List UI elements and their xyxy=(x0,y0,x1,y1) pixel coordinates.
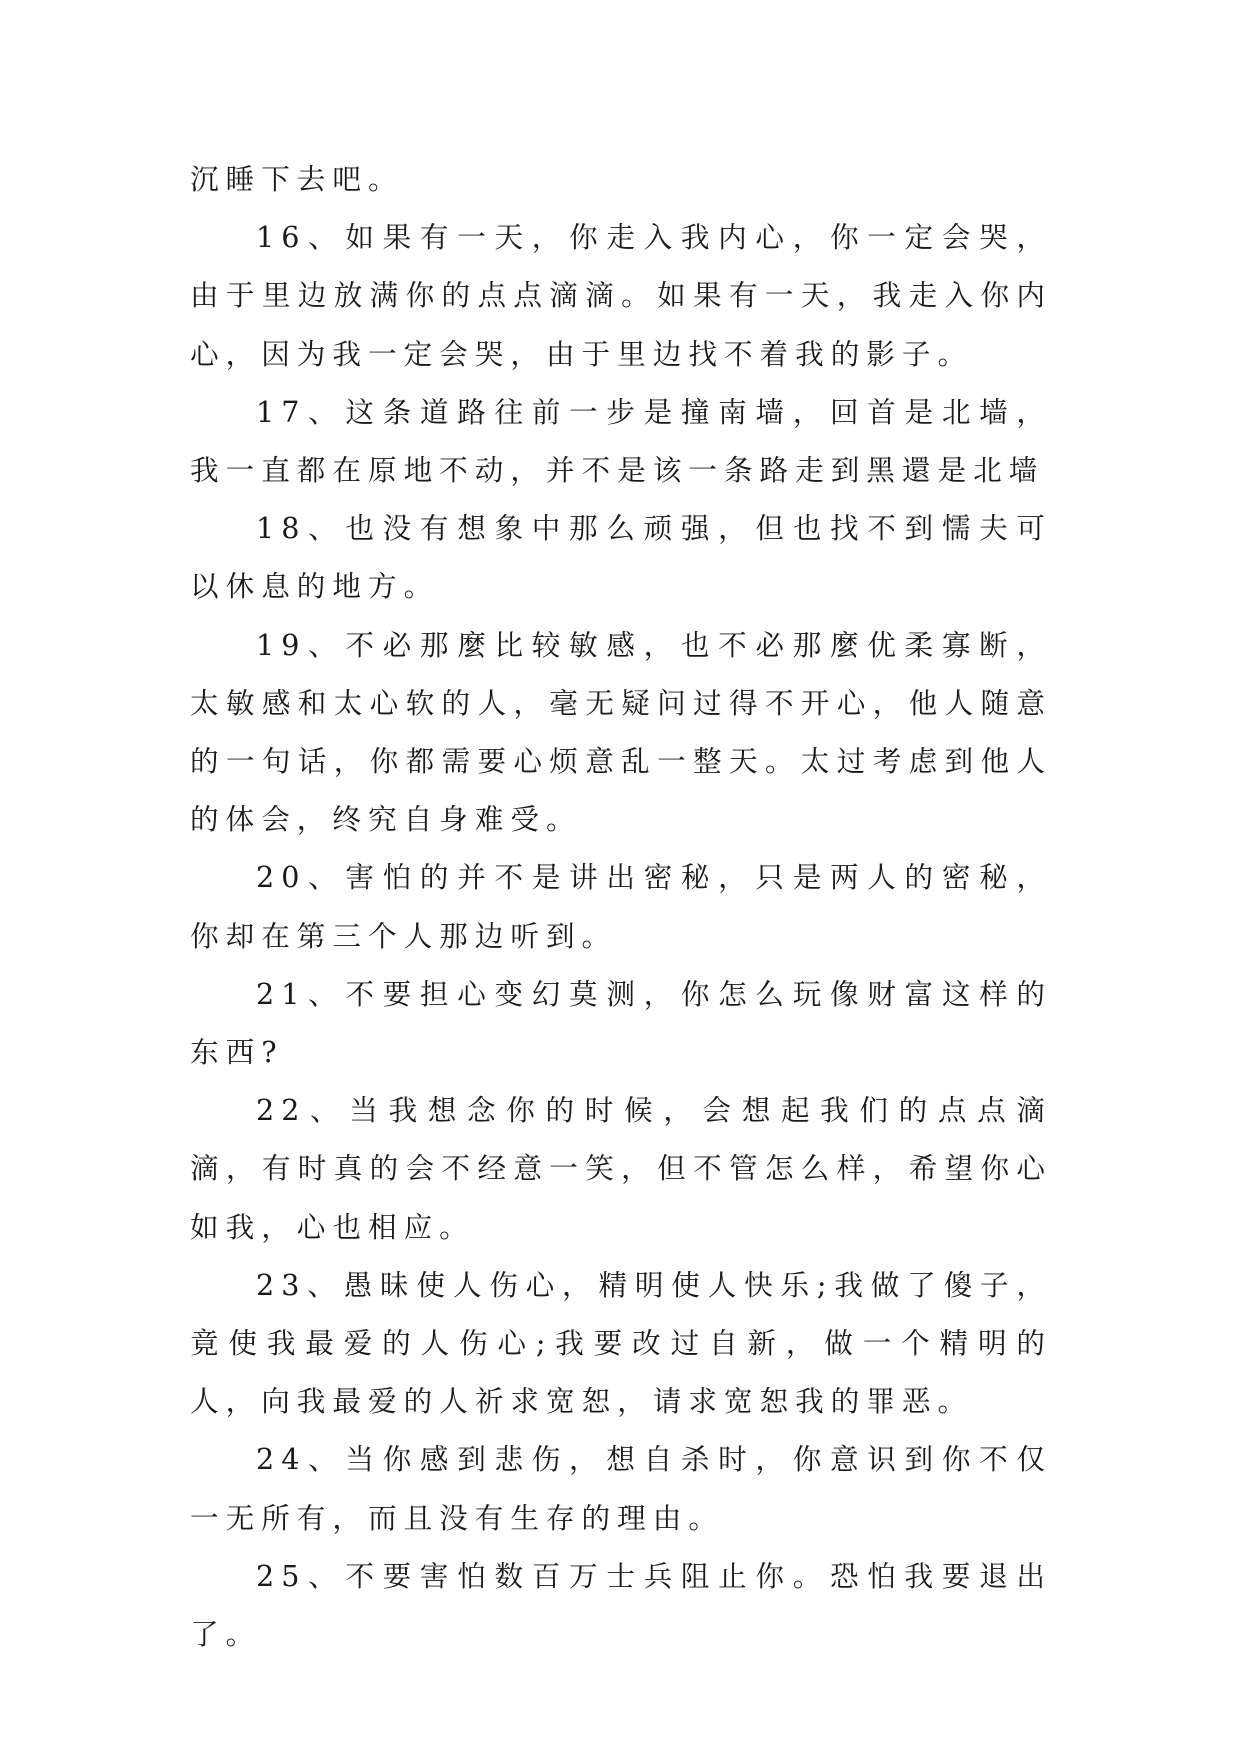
paragraph-15-continuation: 沉睡下去吧。 xyxy=(190,162,404,196)
paragraph-23: 23、愚昧使人伤心，精明使人快乐;我做了傻子，竟使我最爱的人伤心;我要改过自新，做一个精明的人，向我最爱的人祈求宽恕，请求宽恕我的罪恶。 xyxy=(190,1267,1052,1419)
paragraph-22: 22、当我想念你的时候，会想起我们的点点滴滴，有时真的会不经意一笑，但不管怎么样，希望你心如我，心也相应。 xyxy=(190,1093,1052,1244)
paragraph-16: 16、如果有一天，你走入我内心，你一定会哭，由于里边放满你的点点滴滴。如果有一天，我走入你内心，因为我一定会哭，由于里边找不着我的影子。 xyxy=(190,220,1052,371)
paragraph-24: 24、当你感到悲伤，想自杀时，你意识到你不仅一无所有，而且没有生存的理由。 xyxy=(190,1442,1052,1535)
paragraph-19: 19、不必那麼比较敏感，也不必那麼优柔寡断，太敏感和太心软的人，毫无疑问过得不开心，他人随意的一句话，你都需要心烦意乱一整天。太过考虑到他人的体会，终究自身难受。 xyxy=(190,627,1052,837)
paragraph-25: 25、不要害怕数百万士兵阻止你。恐怕我要退出了。 xyxy=(190,1558,1052,1652)
paragraph-17: 17、这条道路往前一步是撞南墙，回首是北墙，我一直都在原地不动，并不是该一条路走到黑還是北墙 xyxy=(190,394,1052,488)
document-body xyxy=(190,150,1052,1663)
paragraph-21: 21、不要担心变幻莫测，你怎么玩像财富这样的东西? xyxy=(190,976,1052,1070)
paragraph-18: 18、也没有想象中那么顽强，但也找不到懦夫可以休息的地方。 xyxy=(190,511,1052,604)
paragraph-20: 20、害怕的并不是讲出密秘，只是两人的密秘，你却在第三个人那边听到。 xyxy=(190,860,1052,953)
